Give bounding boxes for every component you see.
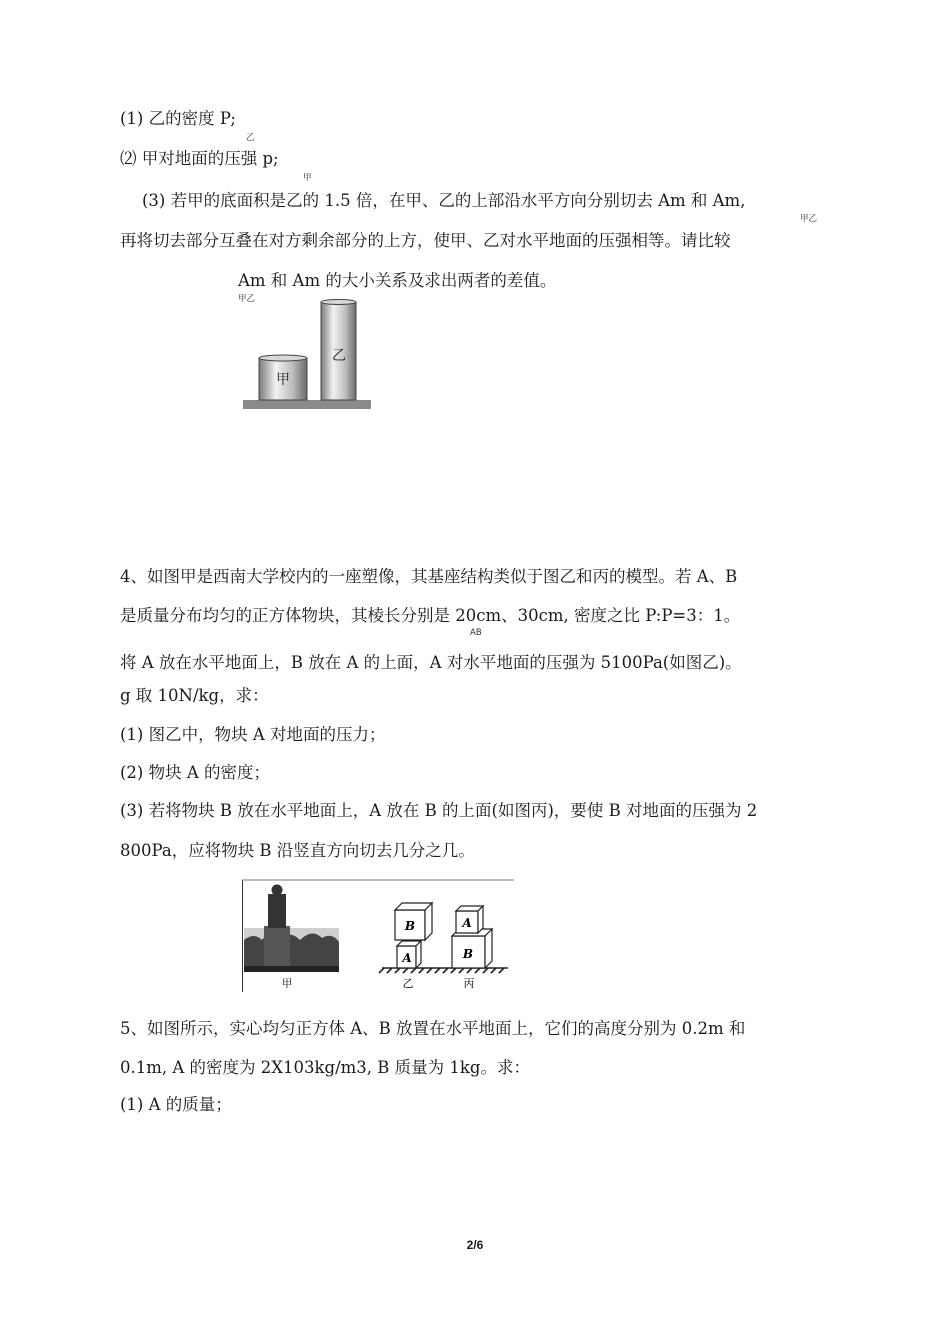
q3-line-5-sub: 甲乙 [238, 294, 256, 304]
q3-line-3: (3) 若甲的底面积是乙的 1.5 倍，在甲、乙的上部沿水平方向分别切去 Am 和 Am, [142, 191, 746, 210]
q5-line-1: 5、如图所示，实心均匀正方体 A、B 放置在水平地面上，它们的高度分别为 0.2m 和 [120, 1019, 746, 1038]
label-model-bing: 丙 [463, 977, 475, 990]
q4-line-3: 将 A 放在水平地面上，B 放在 A 的上面，A 对水平地面的压强为 5100Pa(如图乙)。 [120, 653, 742, 672]
statue-photo [244, 885, 339, 973]
q4-line-2-sub: AB [470, 628, 482, 638]
q3-line-1: (1) 乙的密度 P; [120, 109, 236, 128]
q3-line-1-sub: 乙 [246, 133, 255, 143]
q5-line-3: (1) A 的质量； [120, 1095, 232, 1114]
label-bing-b: B [462, 947, 474, 961]
label-model-yi: 乙 [402, 977, 414, 990]
label-photo-jia: 甲 [281, 977, 293, 990]
q3-line-2: ⑵ 甲对地面的压强 p; [120, 149, 279, 168]
label-yi: 乙 [332, 348, 346, 364]
q3-line-4: 再将切去部分互叠在对方剩余部分的上方，使甲、乙对水平地面的压强相等。请比较 [120, 231, 731, 250]
label-yi-a: A [402, 951, 412, 965]
q4-line-8: 800Pa，应将物块 B 沿竖直方向切去几分之几。 [120, 841, 475, 860]
q4-line-7: (3) 若将物块 B 放在水平地面上，A 放在 B 的上面(如图丙)，要使 B 对地面的压强为 2 [120, 801, 758, 820]
label-bing-a: A [462, 916, 472, 930]
ground [243, 400, 371, 409]
page-number: 2/6 [466, 1238, 484, 1252]
q4-line-4: g 取 10N/kg，求： [120, 686, 269, 705]
q4-line-6: (2) 物块 A 的密度； [120, 763, 271, 782]
cylinders-figure [240, 296, 376, 412]
q4-line-2: 是质量分布均匀的正方体物块，其棱长分别是 20cm、30cm, 密度之比 P:P=3：1。 [120, 606, 741, 625]
label-jia: 甲 [276, 372, 290, 388]
q3-line-5: Am 和 Am 的大小关系及求出两者的差值。 [238, 271, 557, 290]
q3-line-3-sub: 甲乙 [800, 214, 818, 224]
q4-line-1: 4、如图甲是西南大学校内的一座塑像，其基座结构类似于图乙和丙的模型。若 A、B [120, 567, 738, 586]
label-yi-b: B [404, 919, 416, 933]
statue-blocks-figure [242, 878, 516, 994]
q4-line-5: (1) 图乙中，物块 A 对地面的压力； [120, 725, 386, 744]
q5-line-2: 0.1m, A 的密度为 2X103kg/m3, B 质量为 1kg。求： [120, 1058, 530, 1077]
q3-line-2-sub: 甲 [303, 173, 312, 183]
